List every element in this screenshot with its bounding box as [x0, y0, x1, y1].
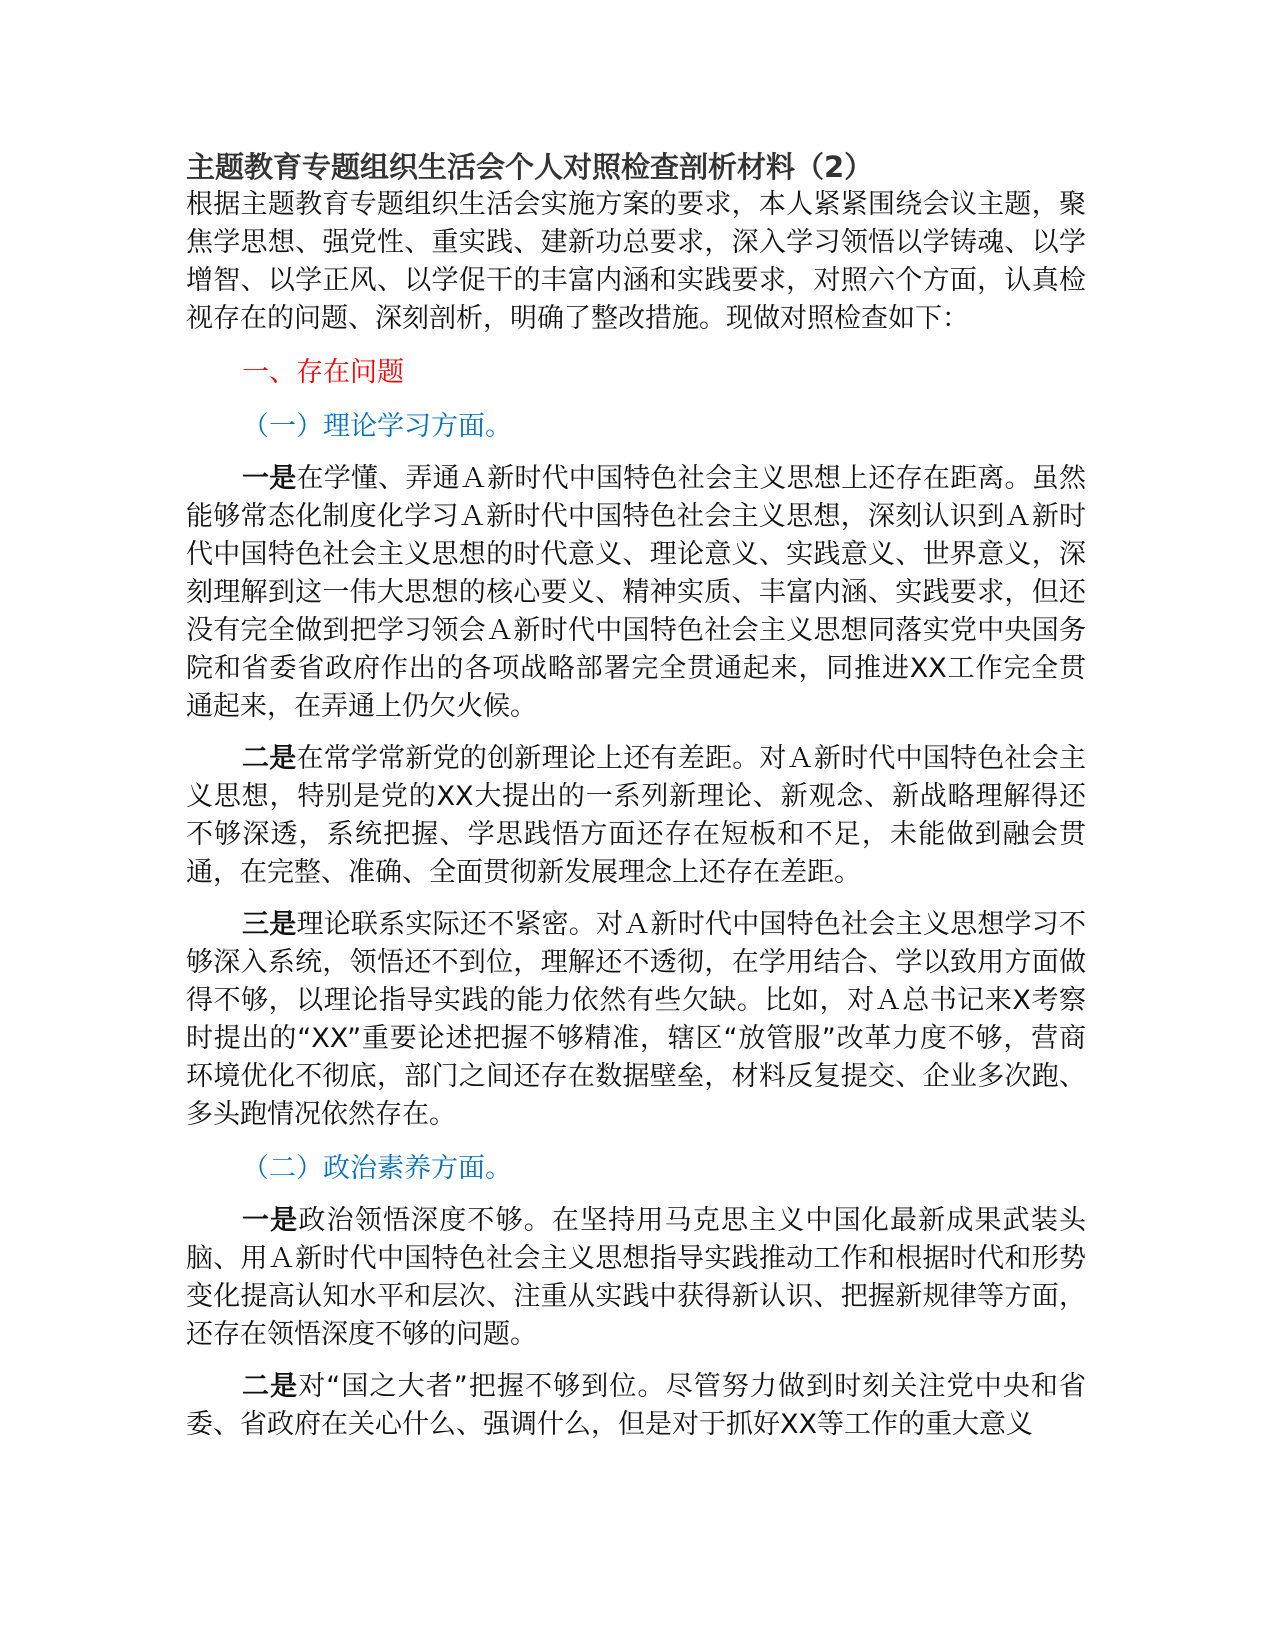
theory-item-2: [186, 740, 1086, 892]
item-text: 在常学常新党的创新理论上还有差距。对Ａ新时代中国特色社会主义思想，特别是党的XX大提出的一系列新理论、新观念、新战略理解得还不够深透，系统把握、学思践悟方面还存在短板和不足，未能做到融会贯通，在完整、准确、全面贯彻新发展理念上还存在差距。: [186, 743, 1087, 888]
subsection-heading-theory: （一）理论学习方面。: [242, 411, 512, 442]
document-title: 主题教育专题组织生活会个人对照检查剖析材料（2）: [186, 150, 874, 184]
item-lead: 三是: [242, 909, 297, 940]
item-text: 政治领悟深度不够。在坚持用马克思主义中国化最新成果武装头脑、用Ａ新时代中国特色社会主义思想指导实践推动工作和根据时代和形势变化提高认知水平和层次、注重从实践中获得新认识、把握新规律等方面，还存在领悟深度不够的问题。: [186, 1205, 1087, 1350]
subsection-heading-politics: （二）政治素养方面。: [242, 1153, 512, 1184]
politics-item-1: [186, 1202, 1086, 1354]
politics-item-2: [186, 1368, 1086, 1444]
item-text: 在学懂、弄通Ａ新时代中国特色社会主义思想上还存在距离。虽然能够常态化制度化学习Ａ新时代中国特色社会主义思想，深刻认识到Ａ新时代中国特色社会主义思想的时代意义、理论意义、实践意义、世界意义，深刻理解到这一伟大思想的核心要义、精神实质、丰富内涵、实践要求，但还没有完全做到把学习领会Ａ新时代中国特色社会主义思想同落实党中央国务院和省委省政府作出的各项战略部署完全贯通起来，同推进XX工作完全贯通起来，在弄通上仍欠火候。: [186, 463, 1087, 722]
item-lead: 二是: [242, 1371, 299, 1402]
item-text: 理论联系实际还不紧密。对Ａ新时代中国特色社会主义思想学习不够深入系统，领悟还不到位，理解还不透彻，在学用结合、学以致用方面做得不够，以理论指导实践的能力依然有些欠缺。比如，对Ａ总书记来X考察时提出的“XX”重要论述把握不够精准，辖区“放管服”改革力度不够，营商环境优化不彻底，部门之间还存在数据壁垒，材料反复提交、企业多次跑、多头跑情况依然存在。: [186, 909, 1087, 1130]
item-text: 对“国之大者”把握不够到位。尽管努力做到时刻关注党中央和省委、省政府在关心什么、强调什么，但是对于抓好XX等工作的重大意义: [186, 1371, 1086, 1440]
item-lead: 二是: [242, 743, 297, 774]
theory-item-1: [186, 460, 1086, 726]
item-lead: 一是: [242, 463, 297, 494]
section-heading-problems: 一、存在问题: [242, 357, 404, 388]
document-body: [186, 148, 1086, 1444]
item-lead: 一是: [242, 1205, 299, 1236]
intro-paragraph: 根据主题教育专题组织生活会实施方案的要求，本人紧紧围绕会议主题，聚焦学思想、强党性、重实践、建新功总要求，深入学习领悟以学铸魂、以学增智、以学正风、以学促干的丰富内涵和实践要求，对照六个方面，认真检视存在的问题、深刻剖析，明确了整改措施。现做对照检查如下：: [186, 189, 1086, 334]
theory-item-3: [186, 906, 1086, 1134]
